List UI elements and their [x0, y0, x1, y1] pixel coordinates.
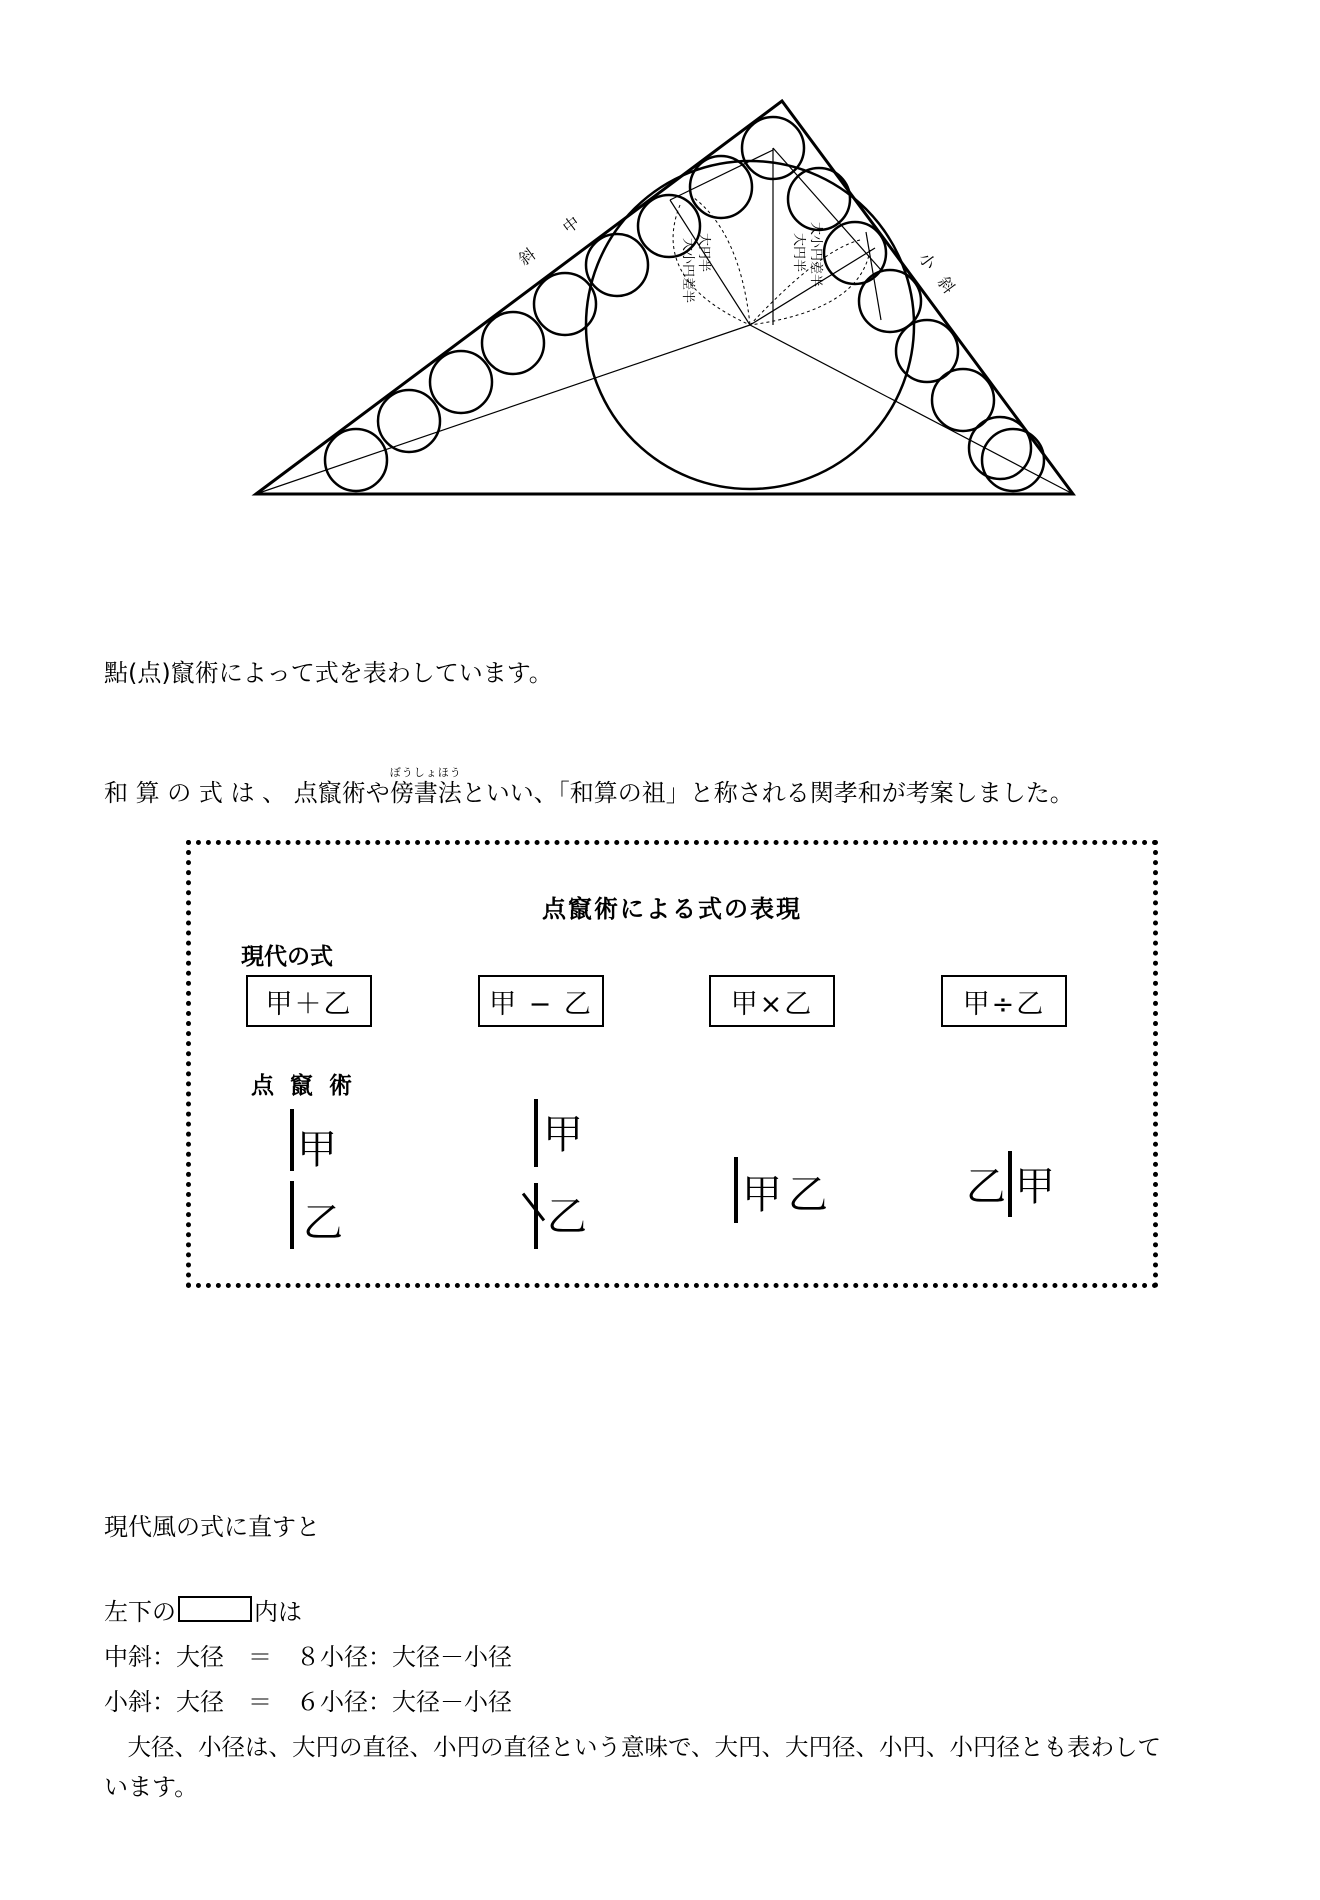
- modern-formula-label: 現代の式: [241, 944, 333, 970]
- mul-bar: [734, 1157, 738, 1223]
- label-left-a: 大円半: [696, 233, 711, 273]
- label-chusha-1: 中: [558, 212, 584, 238]
- p2-before: 和 算 の 式 は 、 点竄術や: [104, 779, 390, 807]
- construction-lines: [256, 148, 1073, 494]
- label-right-b: 大小円差半: [808, 222, 823, 288]
- ruby-base: 傍書法: [389, 779, 462, 807]
- div-otsu: 乙: [966, 1164, 1006, 1210]
- label-shosha-1: 小: [914, 248, 940, 274]
- lower-line-1: 現代風の式に直すと: [104, 1513, 320, 1541]
- add-kou: 甲: [297, 1127, 337, 1173]
- label-chusha-2: 斜: [514, 244, 540, 270]
- ruby-reading: ぼうしょほう: [389, 766, 462, 779]
- label-right-a: 大円半: [791, 233, 806, 273]
- sub-bar-1: [534, 1099, 538, 1167]
- sub-kou: 甲: [543, 1112, 583, 1158]
- op-box-div: 甲÷乙: [941, 975, 1067, 1027]
- op-box-mul: 甲×乙: [709, 975, 835, 1027]
- tenzan-expression-box: [186, 840, 1158, 1288]
- tenzan-label: 点 竄 術: [251, 1073, 357, 1099]
- add-bar-2: [290, 1181, 294, 1249]
- small-circles-right: [788, 168, 1044, 491]
- add-otsu: 乙: [303, 1200, 343, 1246]
- lower-line-3: 中斜：大径 ＝ ８小径：大径－小径: [104, 1643, 512, 1671]
- box-title: 点竄術による式の表現: [542, 895, 802, 923]
- small-circles-left: [325, 117, 804, 491]
- outer-triangle: [256, 101, 1073, 494]
- op-box-add: 甲＋乙: [246, 975, 372, 1027]
- lower-line-2: [104, 1596, 302, 1627]
- add-bar-1: [290, 1109, 294, 1171]
- p2-after: といい、「和算の祖」と称される関孝和が考案しました。: [461, 779, 1074, 807]
- label-left-b: 大小円差半: [680, 238, 695, 304]
- lower-line-5: 大径、小径は、大円の直径、小円の直径という意味で、大円、大円径、小円、小円径とも表わして: [104, 1733, 1162, 1761]
- sub-bar-2: [534, 1183, 538, 1249]
- paragraph-2: [104, 766, 1074, 808]
- ruby-boushohou: [389, 766, 462, 808]
- sub-otsu: 乙: [547, 1194, 587, 1240]
- sangaku-figure: [0, 0, 1320, 540]
- lower-line-6: います。: [104, 1773, 199, 1801]
- inline-empty-box: [178, 1596, 252, 1622]
- mul-otsu: 乙: [788, 1172, 828, 1218]
- l2-before: 左下の: [104, 1598, 176, 1626]
- l2-after: 内は: [254, 1598, 302, 1626]
- label-shosha-2: 斜: [933, 272, 959, 298]
- op-box-sub: 甲 − 乙: [478, 975, 604, 1027]
- lower-line-4: 小斜：大径 ＝ ６小径：大径－小径: [104, 1688, 512, 1716]
- div-kou: 甲: [1015, 1164, 1055, 1210]
- paragraph-1: 點(点)竄術によって式を表わしています。: [104, 659, 553, 687]
- div-bar: [1008, 1151, 1012, 1217]
- mul-kou: 甲: [742, 1172, 782, 1218]
